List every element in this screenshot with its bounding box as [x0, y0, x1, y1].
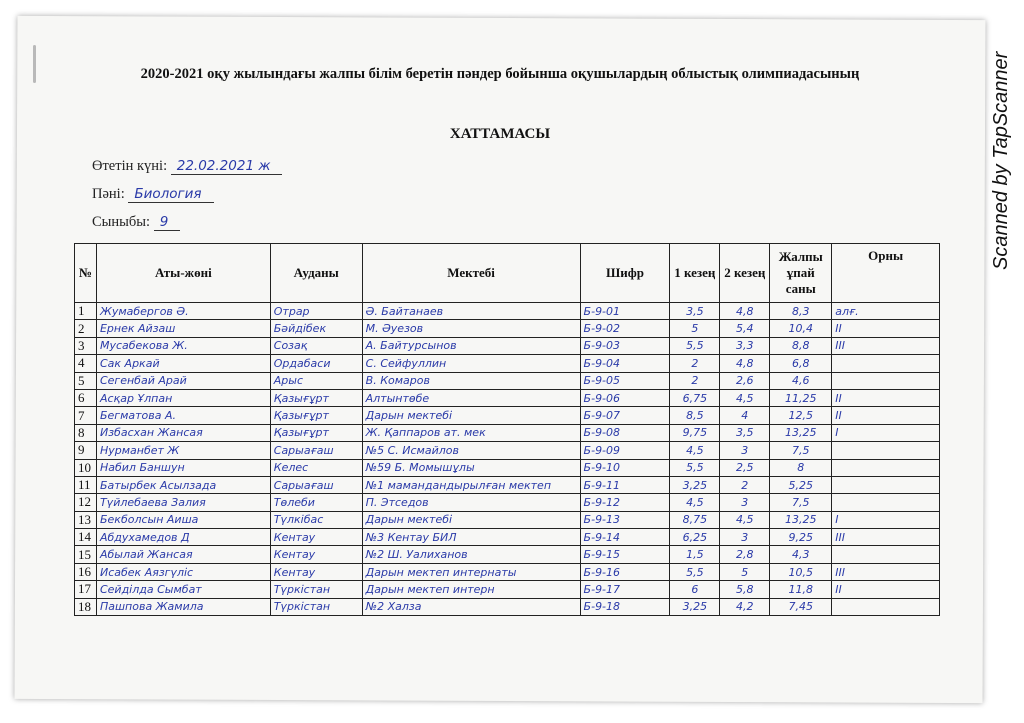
- school-name: Ә. Байтанаев: [362, 303, 580, 320]
- row-number: 11: [75, 476, 97, 493]
- table-row: [75, 459, 940, 476]
- table-row: [75, 598, 940, 615]
- header-total: Жалпы ұпай саны: [770, 244, 832, 303]
- place-value: алғ.: [832, 303, 940, 320]
- cipher-code: Б-9-13: [580, 511, 670, 528]
- staple-mark: [33, 45, 36, 83]
- row-number: 13: [75, 511, 97, 528]
- place-value: I: [832, 424, 940, 441]
- student-name: Избасхан Жансая: [96, 424, 270, 441]
- school-name: №2 Ш. Уалиханов: [362, 546, 580, 563]
- cipher-code: Б-9-02: [580, 320, 670, 337]
- table-row: [75, 476, 940, 493]
- row-number: 5: [75, 372, 97, 389]
- total-score: 11,8: [770, 581, 832, 598]
- district-name: Төлеби: [270, 494, 362, 511]
- place-value: III: [832, 563, 940, 580]
- row-number: 9: [75, 442, 97, 459]
- row-number: 7: [75, 407, 97, 424]
- stage1-score: 5,5: [670, 563, 720, 580]
- stage1-score: 2: [670, 355, 720, 372]
- district-name: Бәйдібек: [270, 320, 362, 337]
- total-score: 11,25: [770, 389, 832, 406]
- school-name: М. Әуезов: [362, 320, 580, 337]
- district-name: Ордабаси: [270, 355, 362, 372]
- header-district: Ауданы: [270, 244, 362, 303]
- stage1-score: 8,5: [670, 407, 720, 424]
- table-row: [75, 494, 940, 511]
- school-name: №2 Халза: [362, 598, 580, 615]
- total-score: 5,25: [770, 476, 832, 493]
- header-name: Аты-жөні: [96, 244, 270, 303]
- cipher-code: Б-9-16: [580, 563, 670, 580]
- district-name: Сарыағаш: [270, 442, 362, 459]
- total-score: 7,5: [770, 494, 832, 511]
- date-label: Өтетін күні:: [92, 158, 168, 174]
- place-value: [832, 598, 940, 615]
- stage2-score: 5: [720, 563, 770, 580]
- total-score: 6,8: [770, 355, 832, 372]
- stage1-score: 3,25: [670, 476, 720, 493]
- district-name: Отрар: [270, 303, 362, 320]
- total-score: 9,25: [770, 529, 832, 546]
- header-stage1: 1 кезең: [670, 244, 720, 303]
- stage1-score: 6: [670, 581, 720, 598]
- student-name: Сейділда Сымбат: [96, 581, 270, 598]
- district-name: Кентау: [270, 529, 362, 546]
- stage2-score: 4,5: [720, 389, 770, 406]
- stage2-score: 3,3: [720, 337, 770, 354]
- stage1-score: 6,25: [670, 529, 720, 546]
- student-name: Набил Баншун: [96, 459, 270, 476]
- student-name: Абылай Жансая: [96, 546, 270, 563]
- stage1-score: 5,5: [670, 337, 720, 354]
- place-value: III: [832, 529, 940, 546]
- total-score: 7,45: [770, 598, 832, 615]
- scanner-watermark: Scanned by TapScanner: [990, 51, 1012, 270]
- total-score: 10,4: [770, 320, 832, 337]
- place-value: III: [832, 337, 940, 354]
- row-number: 1: [75, 303, 97, 320]
- district-name: Түлкібас: [270, 511, 362, 528]
- district-name: Сарыағаш: [270, 476, 362, 493]
- total-score: 10,5: [770, 563, 832, 580]
- document-subtitle: ХАТТАМАСЫ: [449, 126, 551, 142]
- header-stage2: 2 кезең: [720, 244, 770, 303]
- cipher-code: Б-9-03: [580, 337, 670, 354]
- place-value: II: [832, 407, 940, 424]
- table-row: [75, 372, 940, 389]
- stage1-score: 2: [670, 372, 720, 389]
- total-score: 13,25: [770, 511, 832, 528]
- table-row: [75, 303, 940, 320]
- stage1-score: 3,25: [670, 598, 720, 615]
- district-name: Қазығұрт: [270, 389, 362, 406]
- stage2-score: 2,5: [720, 459, 770, 476]
- school-name: Дарын мектеп интерн: [362, 581, 580, 598]
- total-score: 4,6: [770, 372, 832, 389]
- total-score: 4,3: [770, 546, 832, 563]
- student-name: Жумабергов Ә.: [96, 303, 270, 320]
- district-name: Қазығұрт: [270, 424, 362, 441]
- header-place: Орны: [832, 244, 940, 303]
- place-value: II: [832, 581, 940, 598]
- cipher-code: Б-9-08: [580, 424, 670, 441]
- subject-value: Биология: [128, 186, 213, 203]
- stage1-score: 9,75: [670, 424, 720, 441]
- subject-field: [92, 186, 214, 203]
- row-number: 10: [75, 459, 97, 476]
- student-name: Сегенбай Арай: [96, 372, 270, 389]
- cipher-code: Б-9-06: [580, 389, 670, 406]
- stage2-score: 3: [720, 529, 770, 546]
- school-name: №1 мамандандырылған мектеп: [362, 476, 580, 493]
- table-row: [75, 442, 940, 459]
- student-name: Бекболсын Аиша: [96, 511, 270, 528]
- place-value: [832, 476, 940, 493]
- student-name: Асқар Ұлпан: [96, 389, 270, 406]
- table-row: [75, 546, 940, 563]
- place-value: II: [832, 320, 940, 337]
- stage2-score: 2,6: [720, 372, 770, 389]
- stage1-score: 4,5: [670, 494, 720, 511]
- total-score: 13,25: [770, 424, 832, 441]
- cipher-code: Б-9-04: [580, 355, 670, 372]
- place-value: [832, 355, 940, 372]
- table-row: [75, 320, 940, 337]
- school-name: №5 С. Исмайлов: [362, 442, 580, 459]
- school-name: №59 Б. Момышұлы: [362, 459, 580, 476]
- header-code: Шифр: [580, 244, 670, 303]
- header-number: №: [75, 244, 97, 303]
- table-row: [75, 581, 940, 598]
- student-name: Исабек Аязгүліс: [96, 563, 270, 580]
- class-field: [92, 214, 180, 231]
- cipher-code: Б-9-07: [580, 407, 670, 424]
- stage1-score: 1,5: [670, 546, 720, 563]
- total-score: 8,8: [770, 337, 832, 354]
- class-value: 9: [154, 214, 181, 231]
- table-row: [75, 511, 940, 528]
- place-value: [832, 546, 940, 563]
- date-field: [92, 158, 282, 175]
- district-name: Кентау: [270, 563, 362, 580]
- school-name: Дарын мектебі: [362, 407, 580, 424]
- stage2-score: 4,2: [720, 598, 770, 615]
- stage2-score: 4,8: [720, 303, 770, 320]
- stage2-score: 4,8: [720, 355, 770, 372]
- school-name: Ж. Қаппаров ат. мек: [362, 424, 580, 441]
- student-name: Нурманбет Ж: [96, 442, 270, 459]
- stage2-score: 3: [720, 442, 770, 459]
- total-score: 7,5: [770, 442, 832, 459]
- total-score: 12,5: [770, 407, 832, 424]
- stage1-score: 6,75: [670, 389, 720, 406]
- cipher-code: Б-9-01: [580, 303, 670, 320]
- stage2-score: 3: [720, 494, 770, 511]
- district-name: Кентау: [270, 546, 362, 563]
- stage2-score: 5,4: [720, 320, 770, 337]
- district-name: Түркістан: [270, 581, 362, 598]
- table-row: [75, 563, 940, 580]
- cipher-code: Б-9-18: [580, 598, 670, 615]
- row-number: 3: [75, 337, 97, 354]
- row-number: 18: [75, 598, 97, 615]
- cipher-code: Б-9-15: [580, 546, 670, 563]
- place-value: I: [832, 511, 940, 528]
- cipher-code: Б-9-17: [580, 581, 670, 598]
- place-value: [832, 372, 940, 389]
- district-name: Түркістан: [270, 598, 362, 615]
- stage1-score: 3,5: [670, 303, 720, 320]
- subject-label: Пәні:: [92, 186, 125, 202]
- table-row: [75, 355, 940, 372]
- stage1-score: 5,5: [670, 459, 720, 476]
- row-number: 15: [75, 546, 97, 563]
- total-score: 8,3: [770, 303, 832, 320]
- place-value: [832, 459, 940, 476]
- stage2-score: 5,8: [720, 581, 770, 598]
- cipher-code: Б-9-10: [580, 459, 670, 476]
- header-school: Мектебі: [362, 244, 580, 303]
- district-name: Арыс: [270, 372, 362, 389]
- table-row: [75, 389, 940, 406]
- cipher-code: Б-9-11: [580, 476, 670, 493]
- cipher-code: Б-9-05: [580, 372, 670, 389]
- results-table: [74, 243, 940, 616]
- table-row: [75, 529, 940, 546]
- row-number: 4: [75, 355, 97, 372]
- student-name: Түйлебаева Залия: [96, 494, 270, 511]
- place-value: [832, 494, 940, 511]
- row-number: 16: [75, 563, 97, 580]
- school-name: Алтынтөбе: [362, 389, 580, 406]
- row-number: 6: [75, 389, 97, 406]
- row-number: 14: [75, 529, 97, 546]
- student-name: Сак Аркай: [96, 355, 270, 372]
- student-name: Пашпова Жамила: [96, 598, 270, 615]
- student-name: Ернек Айзаш: [96, 320, 270, 337]
- district-name: Созақ: [270, 337, 362, 354]
- cipher-code: Б-9-12: [580, 494, 670, 511]
- stage2-score: 2,8: [720, 546, 770, 563]
- table-header-row: [75, 244, 940, 303]
- student-name: Абдухамедов Д: [96, 529, 270, 546]
- stage1-score: 8,75: [670, 511, 720, 528]
- school-name: №3 Кентау БИЛ: [362, 529, 580, 546]
- class-label: Сыныбы:: [92, 214, 151, 230]
- stage1-score: 5: [670, 320, 720, 337]
- place-value: II: [832, 389, 940, 406]
- stage2-score: 4,5: [720, 511, 770, 528]
- school-name: С. Сейфуллин: [362, 355, 580, 372]
- row-number: 2: [75, 320, 97, 337]
- student-name: Мусабекова Ж.: [96, 337, 270, 354]
- student-name: Батырбек Асылзада: [96, 476, 270, 493]
- stage2-score: 2: [720, 476, 770, 493]
- cipher-code: Б-9-09: [580, 442, 670, 459]
- row-number: 12: [75, 494, 97, 511]
- school-name: В. Комаров: [362, 372, 580, 389]
- cipher-code: Б-9-14: [580, 529, 670, 546]
- student-name: Бегматова А.: [96, 407, 270, 424]
- place-value: [832, 442, 940, 459]
- table-row: [75, 424, 940, 441]
- district-name: Келес: [270, 459, 362, 476]
- district-name: Қазығұрт: [270, 407, 362, 424]
- stage2-score: 3,5: [720, 424, 770, 441]
- row-number: 8: [75, 424, 97, 441]
- row-number: 17: [75, 581, 97, 598]
- school-name: А. Байтурсынов: [362, 337, 580, 354]
- table-row: [75, 337, 940, 354]
- stage2-score: 4: [720, 407, 770, 424]
- school-name: П. Этседов: [362, 494, 580, 511]
- school-name: Дарын мектеп интернаты: [362, 563, 580, 580]
- total-score: 8: [770, 459, 832, 476]
- stage1-score: 4,5: [670, 442, 720, 459]
- school-name: Дарын мектебі: [362, 511, 580, 528]
- document-title: 2020-2021 оқу жылындағы жалпы білім беретін пәндер бойынша оқушылардың облыстық олимпиадасының: [140, 66, 860, 82]
- date-value: 22.02.2021 ж: [171, 158, 283, 175]
- table-row: [75, 407, 940, 424]
